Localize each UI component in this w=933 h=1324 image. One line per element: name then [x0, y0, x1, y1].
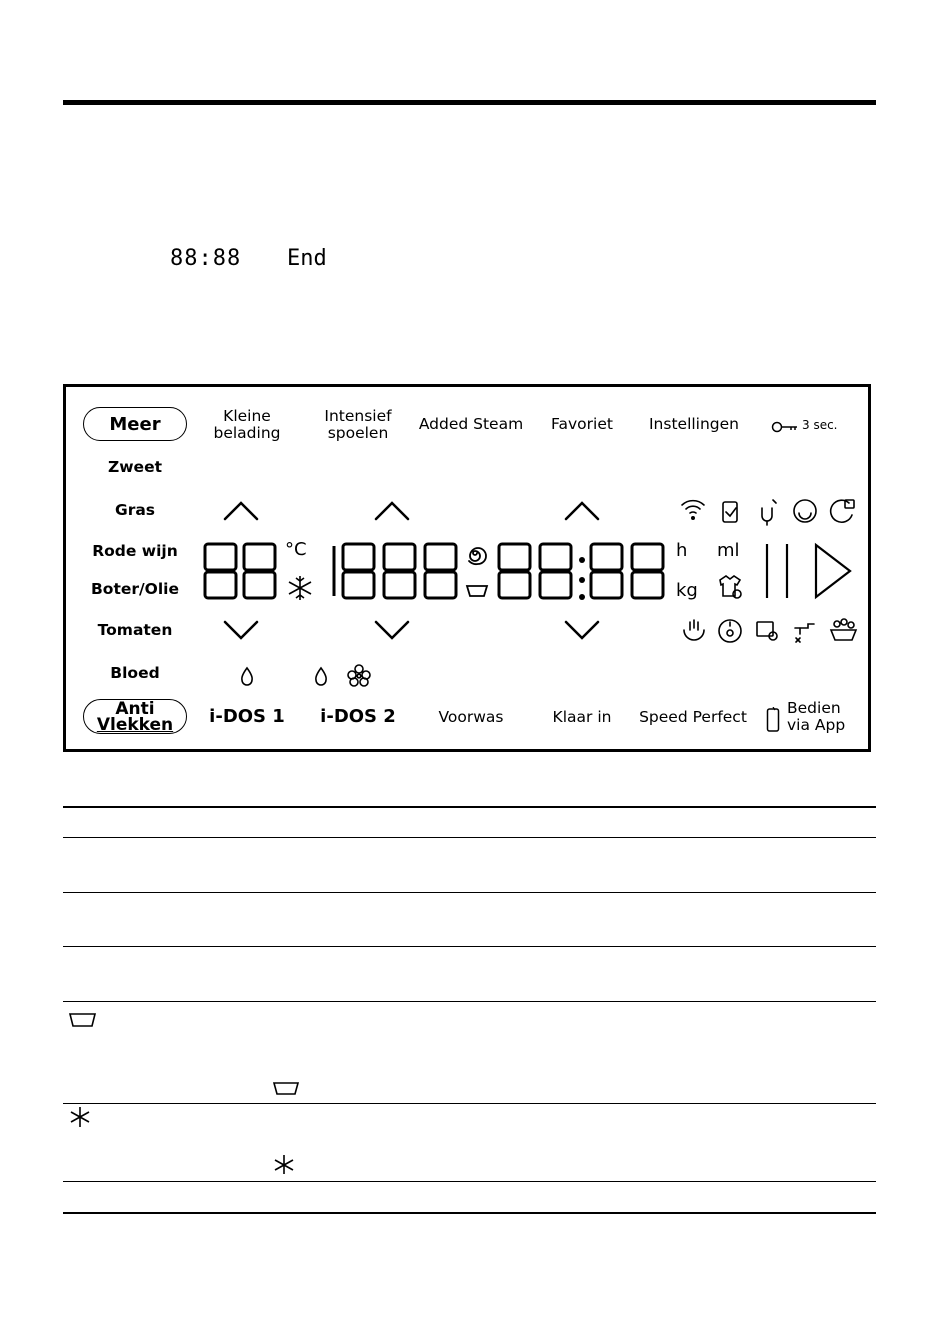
idos2-button[interactable]: i-DOS 2 — [320, 706, 396, 727]
bedien-line1: Bedien — [787, 699, 841, 717]
vlekken-label: Vlekken — [96, 714, 174, 735]
meer-label: Meer — [109, 413, 161, 435]
idos1-button[interactable]: i-DOS 1 — [209, 706, 285, 727]
celsius-unit: °C — [285, 539, 307, 560]
voorwas-button[interactable]: Voorwas — [438, 708, 504, 726]
kleine-line2: belading — [213, 424, 281, 442]
kleine-line1: Kleine — [223, 407, 271, 425]
stain-bloed[interactable]: Bloed — [110, 664, 160, 682]
favoriet-button[interactable]: Favoriet — [551, 415, 613, 433]
stain-rode-wijn[interactable]: Rode wijn — [92, 542, 178, 560]
added-steam-button[interactable]: Added Steam — [418, 415, 524, 433]
ml-unit: ml — [717, 540, 740, 561]
lock-time-label: 3 sec. — [802, 418, 838, 432]
prewash-tub-icon — [274, 1083, 298, 1094]
preview-time: 88:88 — [170, 246, 242, 271]
prewash-tub-icon — [70, 1014, 95, 1026]
intensief-line2: spoelen — [327, 424, 389, 442]
klaar-in-button[interactable]: Klaar in — [552, 708, 612, 726]
intensief-line1: Intensief — [324, 407, 392, 425]
instellingen-button[interactable]: Instellingen — [648, 415, 740, 433]
speed-perfect-button[interactable]: Speed Perfect — [639, 708, 747, 726]
hour-unit: h — [676, 540, 688, 561]
snowflake-icon — [275, 1155, 293, 1174]
anti-label: Anti — [115, 698, 155, 719]
preview-end: End — [287, 246, 327, 271]
kg-unit: kg — [676, 580, 698, 601]
stain-zweet[interactable]: Zweet — [108, 458, 162, 476]
stain-tomaten[interactable]: Tomaten — [97, 621, 173, 639]
snowflake-icon — [71, 1107, 89, 1127]
stain-boter-olie[interactable]: Boter/Olie — [90, 580, 179, 598]
stain-gras[interactable]: Gras — [114, 501, 156, 519]
bedien-line2: via App — [787, 716, 846, 734]
